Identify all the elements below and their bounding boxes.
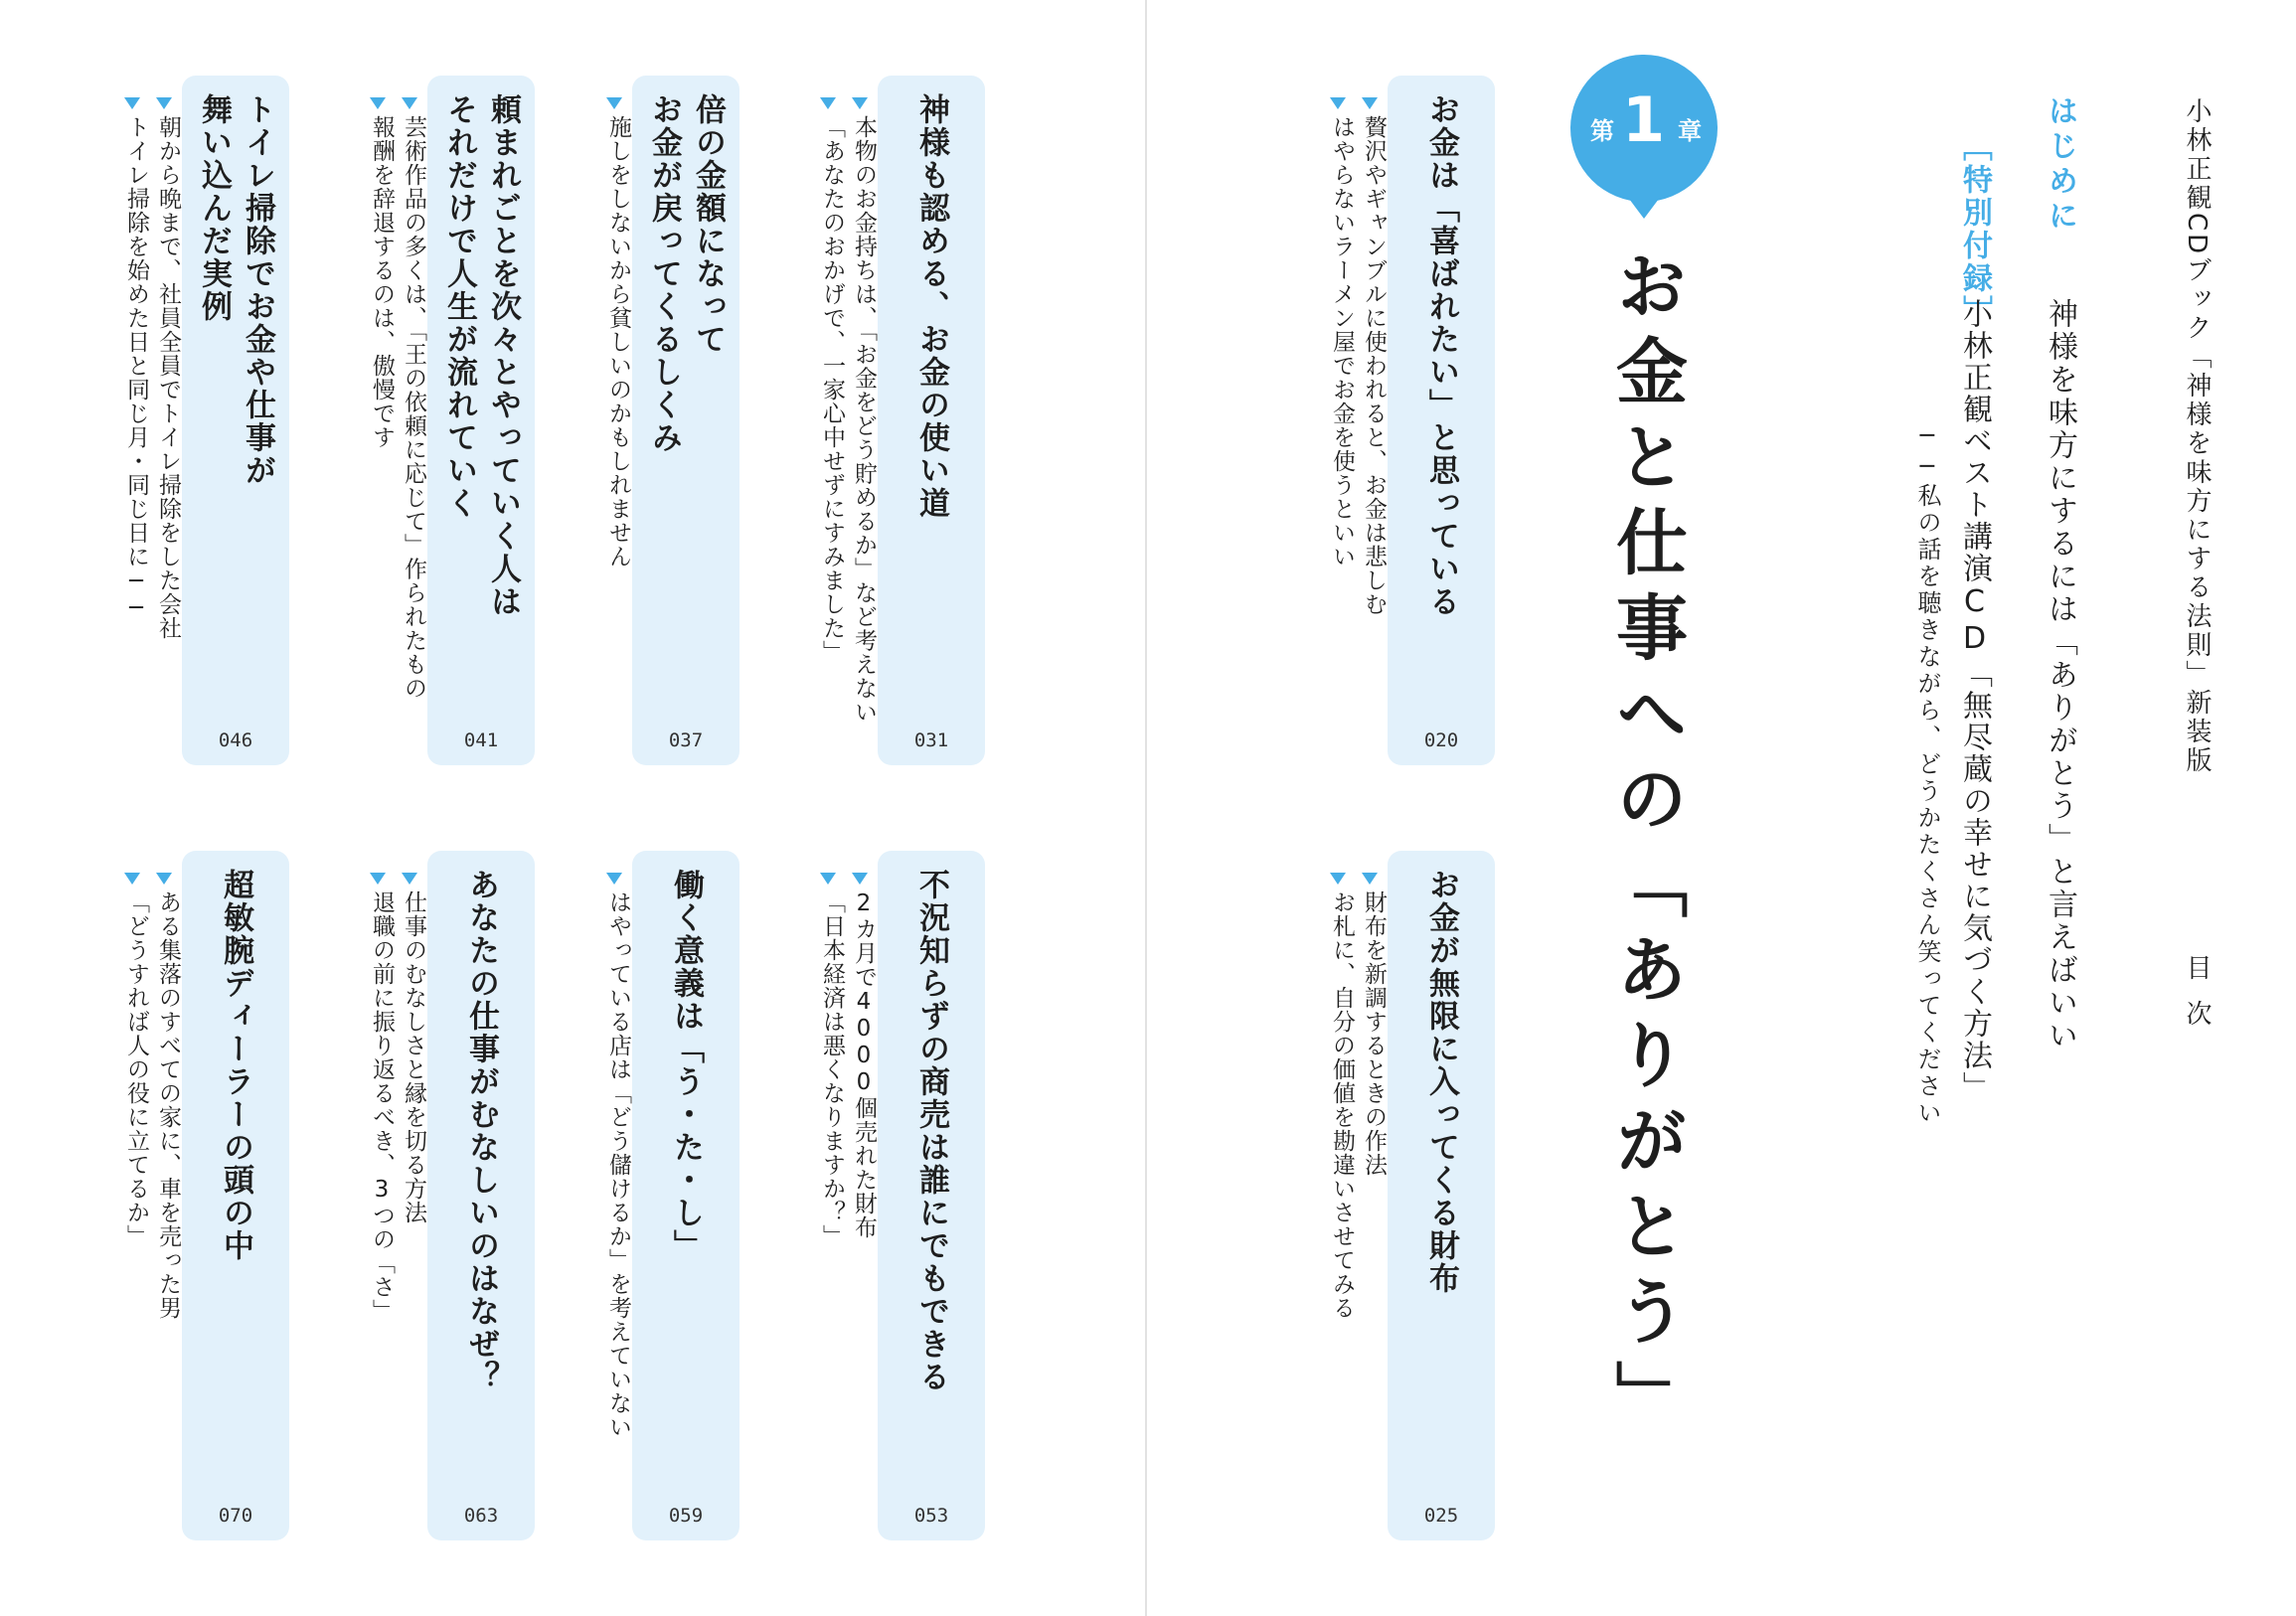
chapter-prefix: 第 <box>1590 117 1614 145</box>
section-card[interactable] <box>1388 851 1495 1540</box>
bullet-triangle-icon <box>606 873 622 885</box>
chapter-badge-tail <box>1626 195 1662 219</box>
page-gutter <box>1145 0 1147 1616</box>
subsection-item[interactable]: はやっている店は「どう儲けるか」を考えていない <box>605 890 631 1439</box>
bullet-triangle-icon <box>124 873 140 885</box>
subsection-item[interactable]: 施しをしないから貧しいのかもしれません <box>605 115 631 568</box>
page-number: 037 <box>668 729 704 751</box>
bullet-triangle-icon <box>1362 97 1378 109</box>
subsection-item[interactable]: 「あなたのおかげで、一家心中せずにすみました」 <box>819 115 845 664</box>
section-card[interactable] <box>632 851 739 1540</box>
subsection-item[interactable]: 仕事のむなしさと縁を切る方法 <box>401 890 426 1224</box>
section-card[interactable] <box>182 76 289 765</box>
bonus-text[interactable]: 小林正観ベスト講演CD「無尽蔵の幸せに気づく方法」 <box>1957 298 1992 1103</box>
subsection-item[interactable]: はやらないラーメン屋でお金を使うといい <box>1329 115 1355 568</box>
section-card[interactable] <box>632 76 739 765</box>
page-number: 046 <box>218 729 253 751</box>
bonus-subtitle: ──私の話を聴きながら、どうかたくさん笑ってください <box>1913 421 1941 1127</box>
page-number: 063 <box>463 1505 499 1527</box>
section-card[interactable] <box>878 76 985 765</box>
bullet-triangle-icon <box>852 97 868 109</box>
bullet-triangle-icon <box>852 873 868 885</box>
section-card[interactable] <box>427 76 535 765</box>
bullet-triangle-icon <box>402 97 417 109</box>
subsection-item[interactable]: 贅沢やギャンブルに使われると、お金は悲しむ <box>1361 115 1387 616</box>
intro-label[interactable]: はじめに <box>2043 95 2077 235</box>
subsection-item[interactable]: 「どうすれば人の役に立てるか」 <box>123 890 149 1248</box>
section-card[interactable] <box>1388 76 1495 765</box>
chapter-title: お金と仕事への「ありがとう」 <box>1604 248 1688 1445</box>
book-title: 小林正観CDブック「神様を味方にする法則」新装版 <box>2182 97 2212 776</box>
page-number: 025 <box>1423 1505 1459 1527</box>
page-number: 070 <box>218 1505 253 1527</box>
section-title: トイレ掃除でお金や仕事が 舞い込んだ実例 <box>196 93 275 487</box>
section-title: お金は「喜ばれたい」と思っている <box>1423 93 1459 618</box>
bullet-triangle-icon <box>1330 873 1346 885</box>
subsection-item[interactable]: 芸術作品の多くは、「王の依頼に応じて」作られたもの <box>401 115 426 701</box>
chapter-number: 1 <box>1622 83 1666 156</box>
page-number: 053 <box>913 1505 949 1527</box>
page-number: 059 <box>668 1505 704 1527</box>
bullet-triangle-icon <box>124 97 140 109</box>
subsection-item[interactable]: お札に、自分の価値を勘違いさせてみる <box>1329 890 1355 1320</box>
bullet-triangle-icon <box>370 873 386 885</box>
section-title: 倍の金額になって お金が戻ってくるしくみ <box>646 93 726 454</box>
bonus-label[interactable]: ［特別付録］ <box>1957 131 1992 328</box>
section-title: 頼まれごとを次々とやっていく人は それだけで人生が流れていく <box>441 93 521 618</box>
subsection-item[interactable]: 朝から晩まで、社員全員でトイレ掃除をした会社 <box>155 115 181 640</box>
section-title: 不況知らずの商売は誰にでもできる <box>913 869 949 1393</box>
intro-text[interactable]: 神様を味方にするには「ありがとう」と言えばいい <box>2043 298 2077 1052</box>
subsection-item[interactable]: 退職の前に振り返るべき、3つの「さ」 <box>369 890 395 1323</box>
subsection-item[interactable]: 報酬を辞退するのは、傲慢です <box>369 115 395 449</box>
bullet-triangle-icon <box>606 97 622 109</box>
bullet-triangle-icon <box>370 97 386 109</box>
bullet-triangle-icon <box>402 873 417 885</box>
section-title: 働く意義は「う・た・し」 <box>668 869 704 1262</box>
subsection-item[interactable]: 本物のお金持ちは、「お金をどう貯めるか」など考えない <box>851 115 877 725</box>
page-number: 031 <box>913 729 949 751</box>
page-number: 041 <box>463 729 499 751</box>
section-title: 超敏腕ディーラーの頭の中 <box>218 869 253 1262</box>
section-card[interactable] <box>427 851 535 1540</box>
page-number: 020 <box>1423 729 1459 751</box>
section-title: 神様も認める、お金の使い道 <box>913 93 949 520</box>
bullet-triangle-icon <box>156 97 172 109</box>
bullet-triangle-icon <box>820 873 836 885</box>
section-title: あなたの仕事がむなしいのはなぜ？ <box>463 869 499 1393</box>
subsection-item[interactable]: トイレ掃除を始めた日と同じ月・同じ日に── <box>123 115 149 622</box>
subsection-item[interactable]: 2カ月で4000個売れた財布 <box>851 890 877 1239</box>
subsection-item[interactable]: ある集落のすべての家に、車を売った男 <box>155 890 181 1320</box>
chapter-suffix: 章 <box>1678 117 1702 145</box>
section-card[interactable] <box>182 851 289 1540</box>
bullet-triangle-icon <box>1362 873 1378 885</box>
bullet-triangle-icon <box>820 97 836 109</box>
bullet-triangle-icon <box>156 873 172 885</box>
toc-heading: 目次 <box>2182 954 2212 1046</box>
section-title: お金が無限に入ってくる財布 <box>1423 869 1459 1295</box>
section-card[interactable] <box>878 851 985 1540</box>
subsection-item[interactable]: 「日本経済は悪くなりますか？」 <box>819 890 845 1248</box>
subsection-item[interactable]: 財布を新調するときの作法 <box>1361 890 1387 1177</box>
bullet-triangle-icon <box>1330 97 1346 109</box>
